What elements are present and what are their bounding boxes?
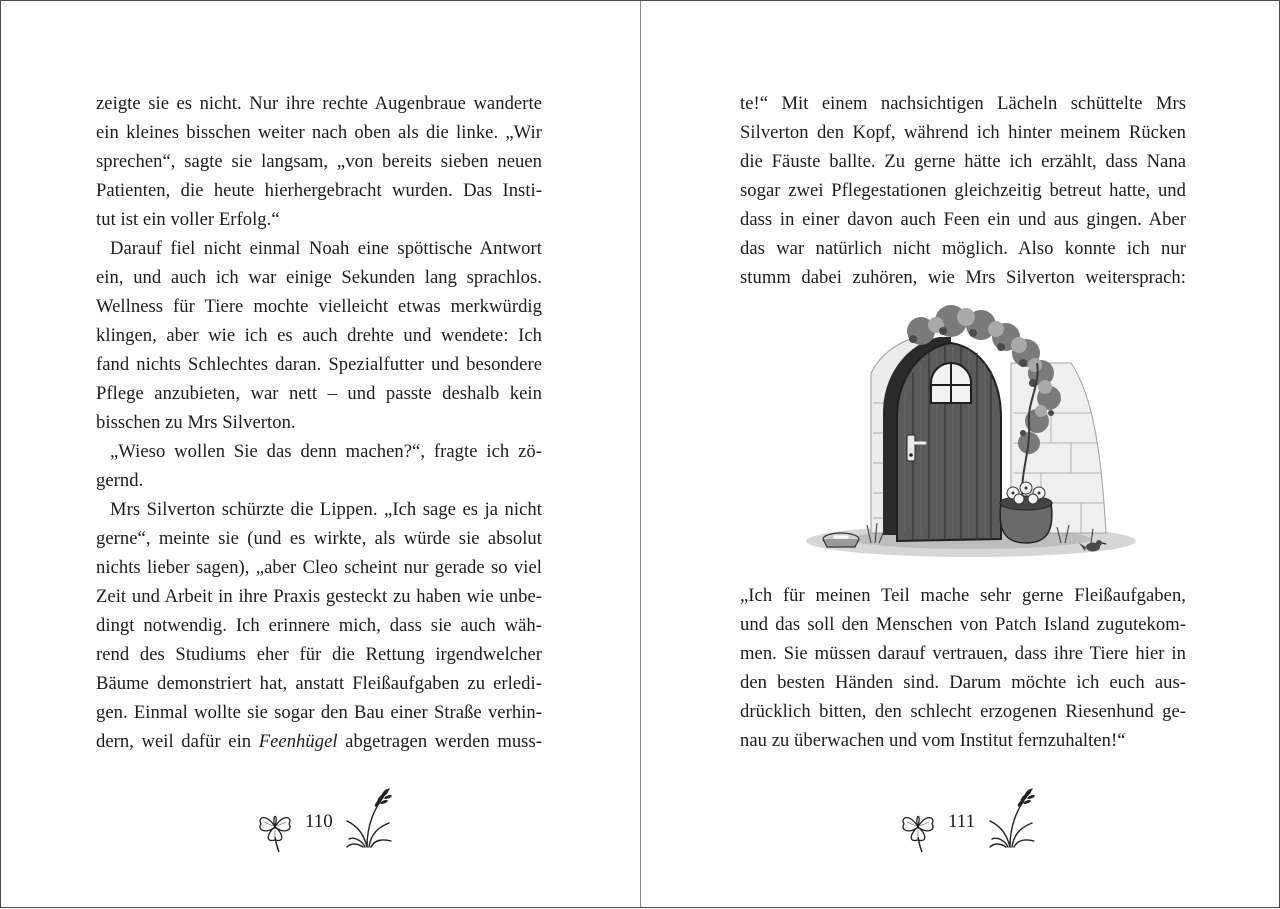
- text-line: klingen, aber wie ich es auch drehte und wendete: Ich: [96, 325, 542, 346]
- text-line: te!“ Mit einem nachsichtigen Lächeln schüttelte Mrs: [740, 93, 1186, 114]
- text-line: nau zu überwachen und vom Institut fernzuhalten!“: [740, 730, 1126, 751]
- italic-term: Feenhügel: [258, 731, 338, 752]
- text-line: sprechen“, sagte sie langsam, „von bereits sieben neuen: [96, 151, 542, 172]
- text-fragment: abgetragen werden muss-: [337, 731, 542, 752]
- text-line: dass in einer davon auch Feen ein und aus gingen. Aber: [740, 209, 1186, 230]
- text-line: drücklich bitten, den schlecht erzogenen Riesenhund ge-: [740, 701, 1186, 722]
- text-line: „Ich für meinen Teil mache sehr gerne Fleißaufgaben,: [740, 585, 1186, 606]
- text-line: ein kleines bisschen weiter nach oben als die linke. „Wir: [96, 122, 542, 143]
- text-line: Silverton den Kopf, während ich hinter meinem Rücken: [740, 122, 1186, 143]
- right-page-text-bottom: [740, 581, 1186, 755]
- text-line: „Wieso wollen Sie das denn machen?“, fragte ich zö-: [110, 441, 542, 462]
- text-line: gen. Einmal wollte sie sogar den Bau einer Straße verhin-: [96, 702, 542, 723]
- clover-icon: [255, 807, 295, 853]
- text-line: die Fäuste ballte. Zu gerne hätte ich erzählt, dass Nana: [740, 151, 1186, 172]
- page-number: 110: [305, 811, 333, 832]
- right-page-text-top: [740, 89, 1186, 292]
- text-line: rend des Studiums eher für die Rettung irgendwelcher: [96, 644, 542, 665]
- text-line: dingt notwendig. Ich erinnere mich, dass sie auch wäh-: [96, 615, 542, 636]
- text-line: Darauf fiel nicht einmal Noah eine spöttische Antwort: [110, 238, 542, 259]
- text-line: men. Sie müssen darauf vertrauen, dass ihre Tiere hier in: [740, 643, 1186, 664]
- page-number: 111: [948, 811, 976, 832]
- fairy-door-illustration: [801, 303, 1141, 573]
- text-line: gerne“, meinte sie (und es wirkte, als würde sie absolut: [96, 528, 542, 549]
- text-line: tut ist ein voller Erfolg.“: [96, 209, 280, 230]
- text-line: ein, und auch ich war einige Sekunden lang sprachlos.: [96, 267, 542, 288]
- text-line: zeigte sie es nicht. Nur ihre rechte Augenbraue wanderte: [96, 93, 542, 114]
- text-line: bisschen zu Mrs Silverton.: [96, 412, 296, 433]
- clover-icon: [898, 807, 938, 853]
- text-fragment: dern, weil dafür ein: [96, 731, 259, 752]
- text-line: das war natürlich nicht möglich. Also konnte ich nur: [740, 238, 1186, 259]
- text-line: Pflege anzubieten, war nett – und passte deshalb kein: [96, 383, 542, 404]
- text-line: den besten Händen sind. Darum möchte ich euch aus-: [740, 672, 1186, 693]
- text-line: Zeit und Arbeit in ihre Praxis gesteckt zu haben wie unbe-: [96, 586, 542, 607]
- text-line: Bäume demonstriert hat, anstatt Fleißaufgaben zu erledi-: [96, 673, 542, 694]
- text-line: Wellness für Tiere mochte vielleicht etwas merkwürdig: [96, 296, 542, 317]
- grass-tuft-icon: [988, 781, 1036, 851]
- grass-tuft-icon: [345, 781, 393, 851]
- text-line: sogar zwei Pflegestationen gleichzeitig betreut hatte, und: [740, 180, 1186, 201]
- folio-left: [251, 781, 451, 851]
- text-line: [96, 727, 542, 756]
- text-line: gernd.: [96, 470, 144, 491]
- left-page: [1, 1, 641, 909]
- folio-right: [894, 781, 1094, 851]
- text-line: stumm dabei zuhören, wie Mrs Silverton weitersprach:: [740, 267, 1186, 288]
- text-line: Mrs Silverton schürzte die Lippen. „Ich sage es ja nicht: [110, 499, 542, 520]
- right-page: [641, 1, 1280, 909]
- text-line: Patienten, die heute hierhergebracht wurden. Das Insti-: [96, 180, 542, 201]
- text-line: fand nichts Schlechtes daran. Spezialfutter und besondere: [96, 354, 542, 375]
- text-line: nichts lieber sagen), „aber Cleo scheint nur gerade so viel: [96, 557, 542, 578]
- text-line: und das soll den Menschen von Patch Island zugutekom-: [740, 614, 1186, 635]
- left-page-text: [96, 89, 542, 756]
